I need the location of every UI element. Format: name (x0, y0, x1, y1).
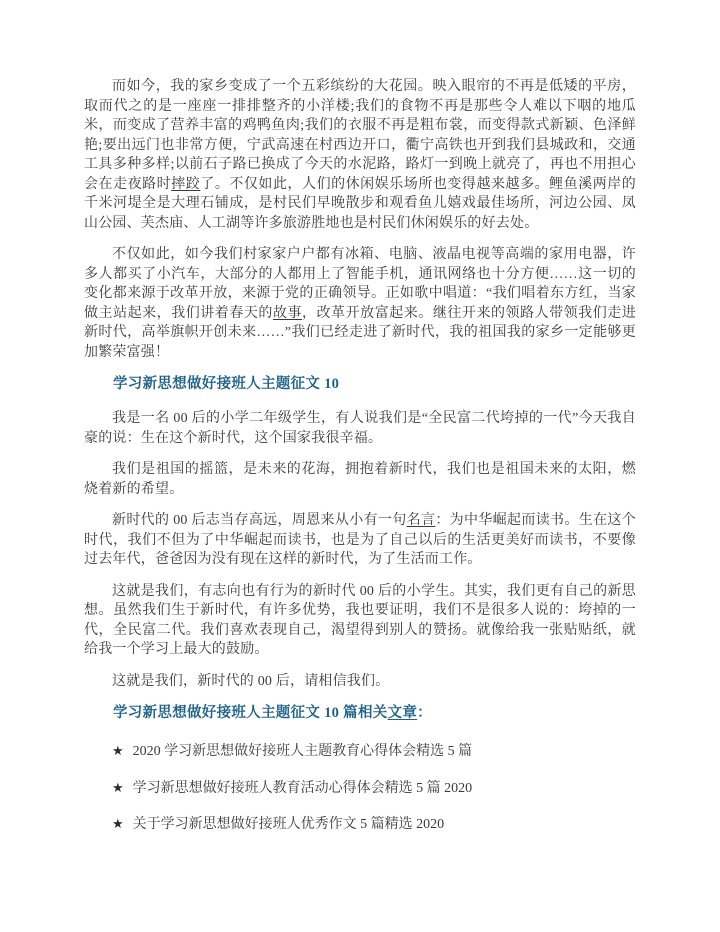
text-run: 学习新思想做好接班人主题征文 10 篇相关 (113, 705, 388, 721)
related-article-link[interactable] (84, 742, 636, 762)
section-heading-essay-10: 学习新思想做好接班人主题征文 10 (113, 376, 340, 392)
related-article-title: 学习新思想做好接班人教育活动心得体会精选 5 篇 2020 (132, 780, 473, 796)
text-run: 不仅如此，如今我们村家家户户都有冰箱、电脑、液晶电视等高端的家用电器，许多人都买了小汽车，大部分的人都用上了智能手机，通讯网络也十分方便……这一切的变化都来源于改革开放，来源于党的正确领导。正如歌中唱道：“我们唱着东方红，当家做主站起来，我们讲着春天的 (84, 247, 636, 321)
text-run: ：为中华崛起而读书。生在这个时代，我们不但为了中华崛起而读书，也是为了自己以后的生活更美好而读书，不要像过去年代，爸爸因为没有现在这样的新时代，为了生活而工作。 (84, 513, 636, 567)
related-article-link[interactable] (84, 779, 636, 799)
keyword-link[interactable]: 故事 (272, 305, 303, 321)
text-run: 新时代的 00 后志当存高远，周恩来从小有一句 (112, 513, 407, 528)
related-article-link[interactable] (84, 815, 636, 835)
paragraph-hometown-change (84, 77, 636, 233)
keyword-link[interactable]: 摔跤 (171, 176, 201, 192)
text-run: ： (417, 705, 432, 721)
star-icon: ★ (112, 780, 124, 796)
keyword-link[interactable]: 名言 (406, 513, 436, 528)
paragraph-self-intro: 我是一名 00 后的小学二年级学生，有人说我们是“全民富二代垮掉的一代”今天我自豪的说：生在这个新时代，这个国家我很辛福。 (84, 411, 636, 446)
related-article-title: 2020 学习新思想做好接班人主题教育心得体会精选 5 篇 (132, 744, 473, 759)
star-icon: ★ (112, 744, 124, 759)
related-articles-heading (84, 703, 636, 723)
keyword-link[interactable]: 文章 (387, 705, 418, 721)
text-run: 而如今，我的家乡变成了一个五彩缤纷的大花园。映入眼帘的不再是低矮的平房，取而代之的是一座座一排排整齐的小洋楼;我们的食物不再是那些令人难以下咽的地瓜米，而变成了营养丰富的鸡鸭鱼肉;我们的衣服不再是粗布裳，而变得款式新颖、色泽鲜艳;要出远门也非常方便，宁武高速在村西边开口，衢宁高铁也开到我们县城政和，交通工具多种多样;以前石子路已换成了今天的水泥路，路灯一到晚上就亮了，再也不用担心会在走夜路时 (84, 79, 636, 192)
paragraph-trust-us: 这就是我们，新时代的 00 后，请相信我们。 (112, 673, 390, 689)
paragraph-cradle-of-motherland: 我们是祖国的摇篮，是未来的花海，拥抱着新时代，我们也是祖国未来的太阳，燃烧着新的希望。 (84, 462, 636, 497)
star-icon: ★ (112, 817, 124, 832)
paragraph-new-thoughts: 这就是我们，有志向也有行为的新时代 00 后的小学生。其实，我们更有自己的新思想。虽然我们生于新时代，有许多优势，我也要证明，我们不是很多人说的：垮掉的一代，全民富二代。我们喜欢表现自己，渴望得到别人的赞扬。就像给我一张贴贴纸，就给我一个学习上最大的鼓励。 (84, 583, 636, 657)
paragraph-village-appliances (84, 245, 636, 362)
text-run: ，改革开放富起来。继往开来的领路人带领我们走进新时代，高举旗帜开创未来……”我们已经走进了新时代，我的祖国我的家乡一定能够更加繁荣富强！ (84, 305, 636, 360)
related-article-title: 关于学习新思想做好接班人优秀作文 5 篇精选 2020 (132, 817, 445, 832)
paragraph-zhou-enlai-quote (84, 511, 636, 570)
text-run: 了。不仅如此，人们的休闲娱乐场所也变得越来越多。鲤鱼溪两岸的千米河堤全是大理石铺成，是村民们早晚散步和观看鱼儿嬉戏最佳场所，河边公园、凤山公园、芙杰庙、人工湖等许多旅游胜地也是村民们休闲娱乐的好去处。 (84, 176, 637, 231)
